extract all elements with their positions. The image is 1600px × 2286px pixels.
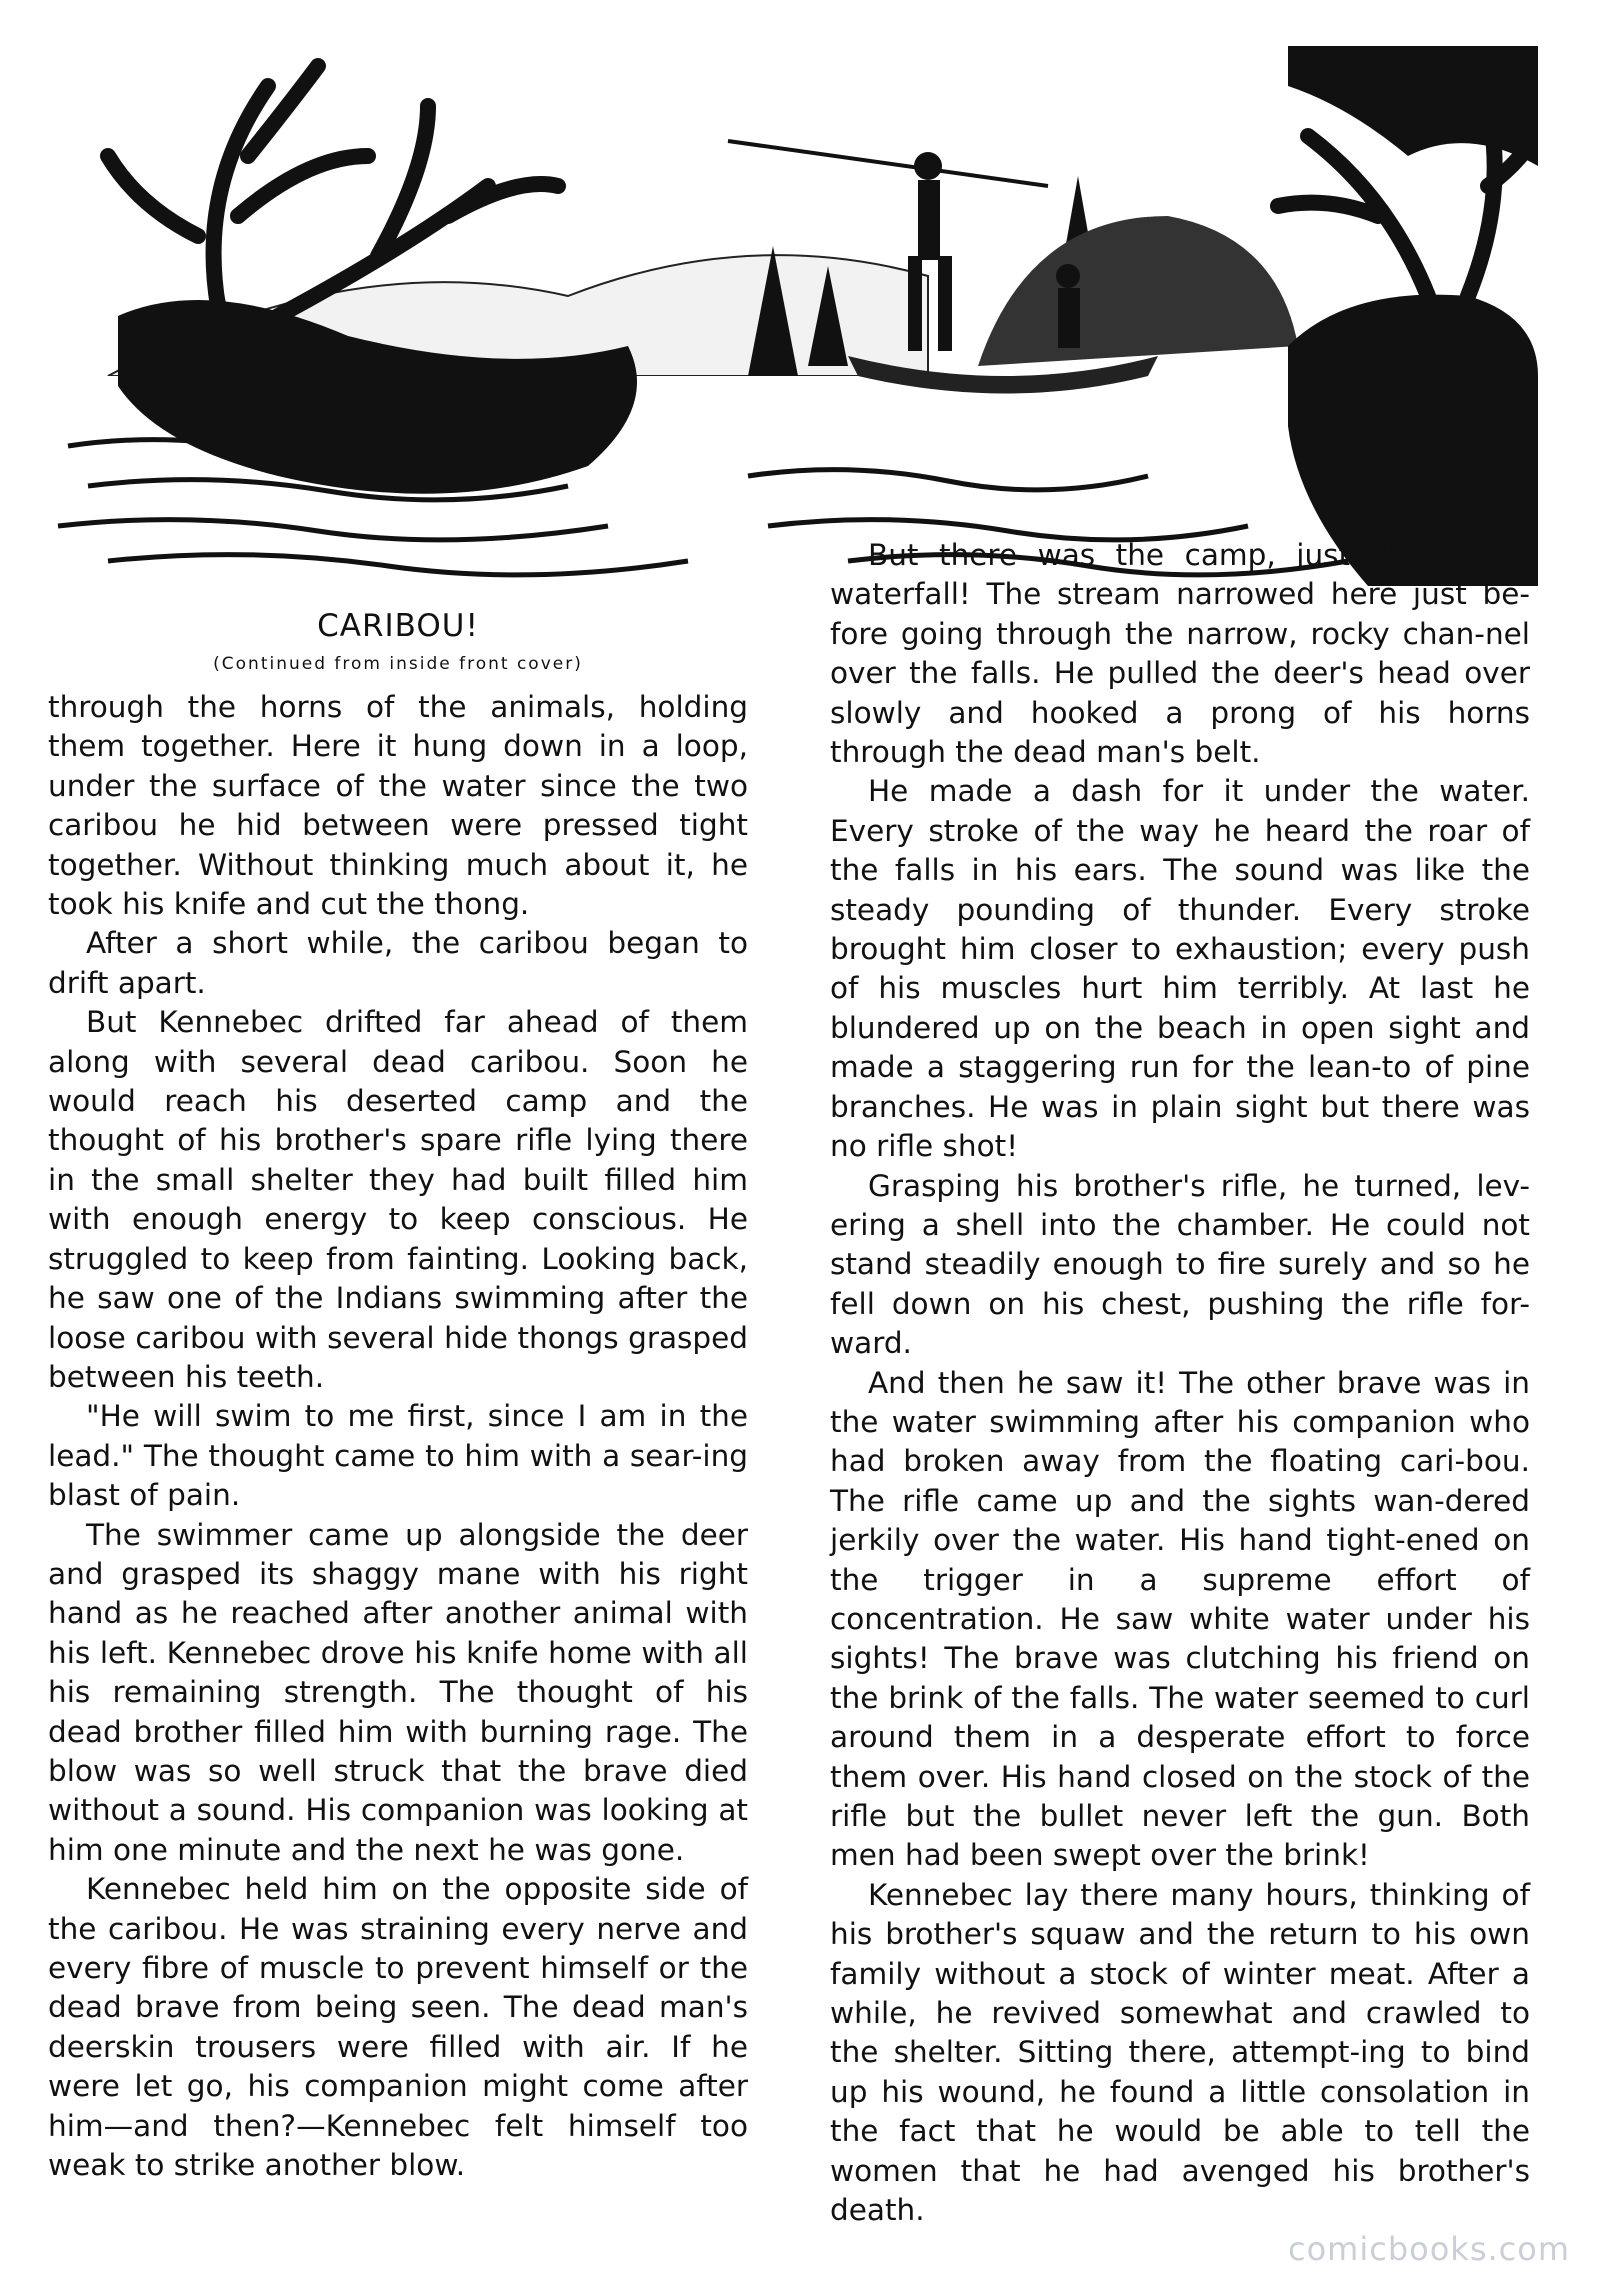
paragraph: Kennebec held him on the opposite side of the caribou. He was straining every nerve and every fibre of muscle to prevent himself or the dead brave from being seen. The dead man's deerskin trousers were filled with air. If he were let go, his companion might come after him—and then?—Kennebec felt himself too weak to strike another blow. xyxy=(48,1872,748,2183)
left-column xyxy=(48,688,748,2185)
paragraph: "He will swim to me first, since I am in the lead." The thought came to him with a sear-ing blast of pain. xyxy=(48,1399,748,1513)
story-subtitle: (Continued from inside front cover) xyxy=(213,654,583,674)
paragraph: But Kennebec drifted far ahead of them along with several dead caribou. Soon he would reach his deserted camp and the thought of his brother's spare rifle lying there in the small shelter they had built filled him with enough energy to keep conscious. He struggled to keep from fainting. Looking back, he saw one of the Indians swimming after the loose caribou with several hide thongs grasped between his teeth. xyxy=(48,1005,748,1394)
paragraph: But there was the camp, just above the waterfall! The stream narrowed here just be-fore going through the narrow, rocky chan-nel over the falls. He pulled the deer's head over slowly and hooked a prong of his horns through the dead man's belt. xyxy=(830,538,1530,770)
paragraph: And then he saw it! The other brave was in the water swimming after his companion who had broken away from the floating cari-bou. The rifle came up and the sights wan-dered jerkily over the water. His hand tight-ened on the trigger in a supreme effort of concentration. He saw white water under his sights! The brave was clutching his friend on the brink of the falls. The water seemed to curl around them in a desperate effort to force them over. His hand closed on the stock of the rifle but the bullet never left the gun. Both men had been swept over the brink! xyxy=(830,1365,1530,1873)
caribou-illustration xyxy=(48,46,1538,586)
paragraph: through the horns of the animals, holding them together. Here it hung down in a loop, under the surface of the water since the two caribou he hid between were pressed tight together. Without thinking much about it, he took his knife and cut the thong. xyxy=(48,690,748,922)
paragraph: Kennebec lay there many hours, thinking of his brother's squaw and the return to his own family without a stock of winter meat. After a while, he revived somewhat and crawled to the shelter. Sitting there, attempt-ing to bind up his wound, he found a little consolation in the fact that he would be able to tell the women that he had avenged his brother's death. xyxy=(830,1877,1530,2228)
watermark: comicbooks.com xyxy=(1287,2230,1570,2268)
paragraph: Grasping his brother's rifle, he turned, lev-ering a shell into the chamber. He could not stand steadily enough to fire surely and so he fell down on his chest, pushing the rifle for-ward. xyxy=(830,1168,1530,1361)
paragraph: He made a dash for it under the water. Every stroke of the way he heard the roar of the falls in his ears. The sound was like the steady pounding of thunder. Every stroke brought him closer to exhaustion; every push of his muscles hurt him terribly. At last he blundered up on the beach in open sight and made a staggering run for the lean-to of pine branches. He was in plain sight but there was no rifle shot! xyxy=(830,774,1530,1164)
story-title: CARIBOU! xyxy=(317,608,479,644)
paragraph: The swimmer came up alongside the deer and grasped its shaggy mane with his right hand as he reached after another animal with his left. Kennebec drove his knife home with all his remaining strength. The thought of his dead brother filled him with burning rage. The blow was so well struck that the brave died without a sound. His companion was looking at him one minute and the next he was gone. xyxy=(48,1517,748,1867)
paragraph: After a short while, the caribou began to drift apart. xyxy=(48,926,748,1000)
story-heading xyxy=(48,608,748,674)
right-column xyxy=(830,536,1530,2230)
